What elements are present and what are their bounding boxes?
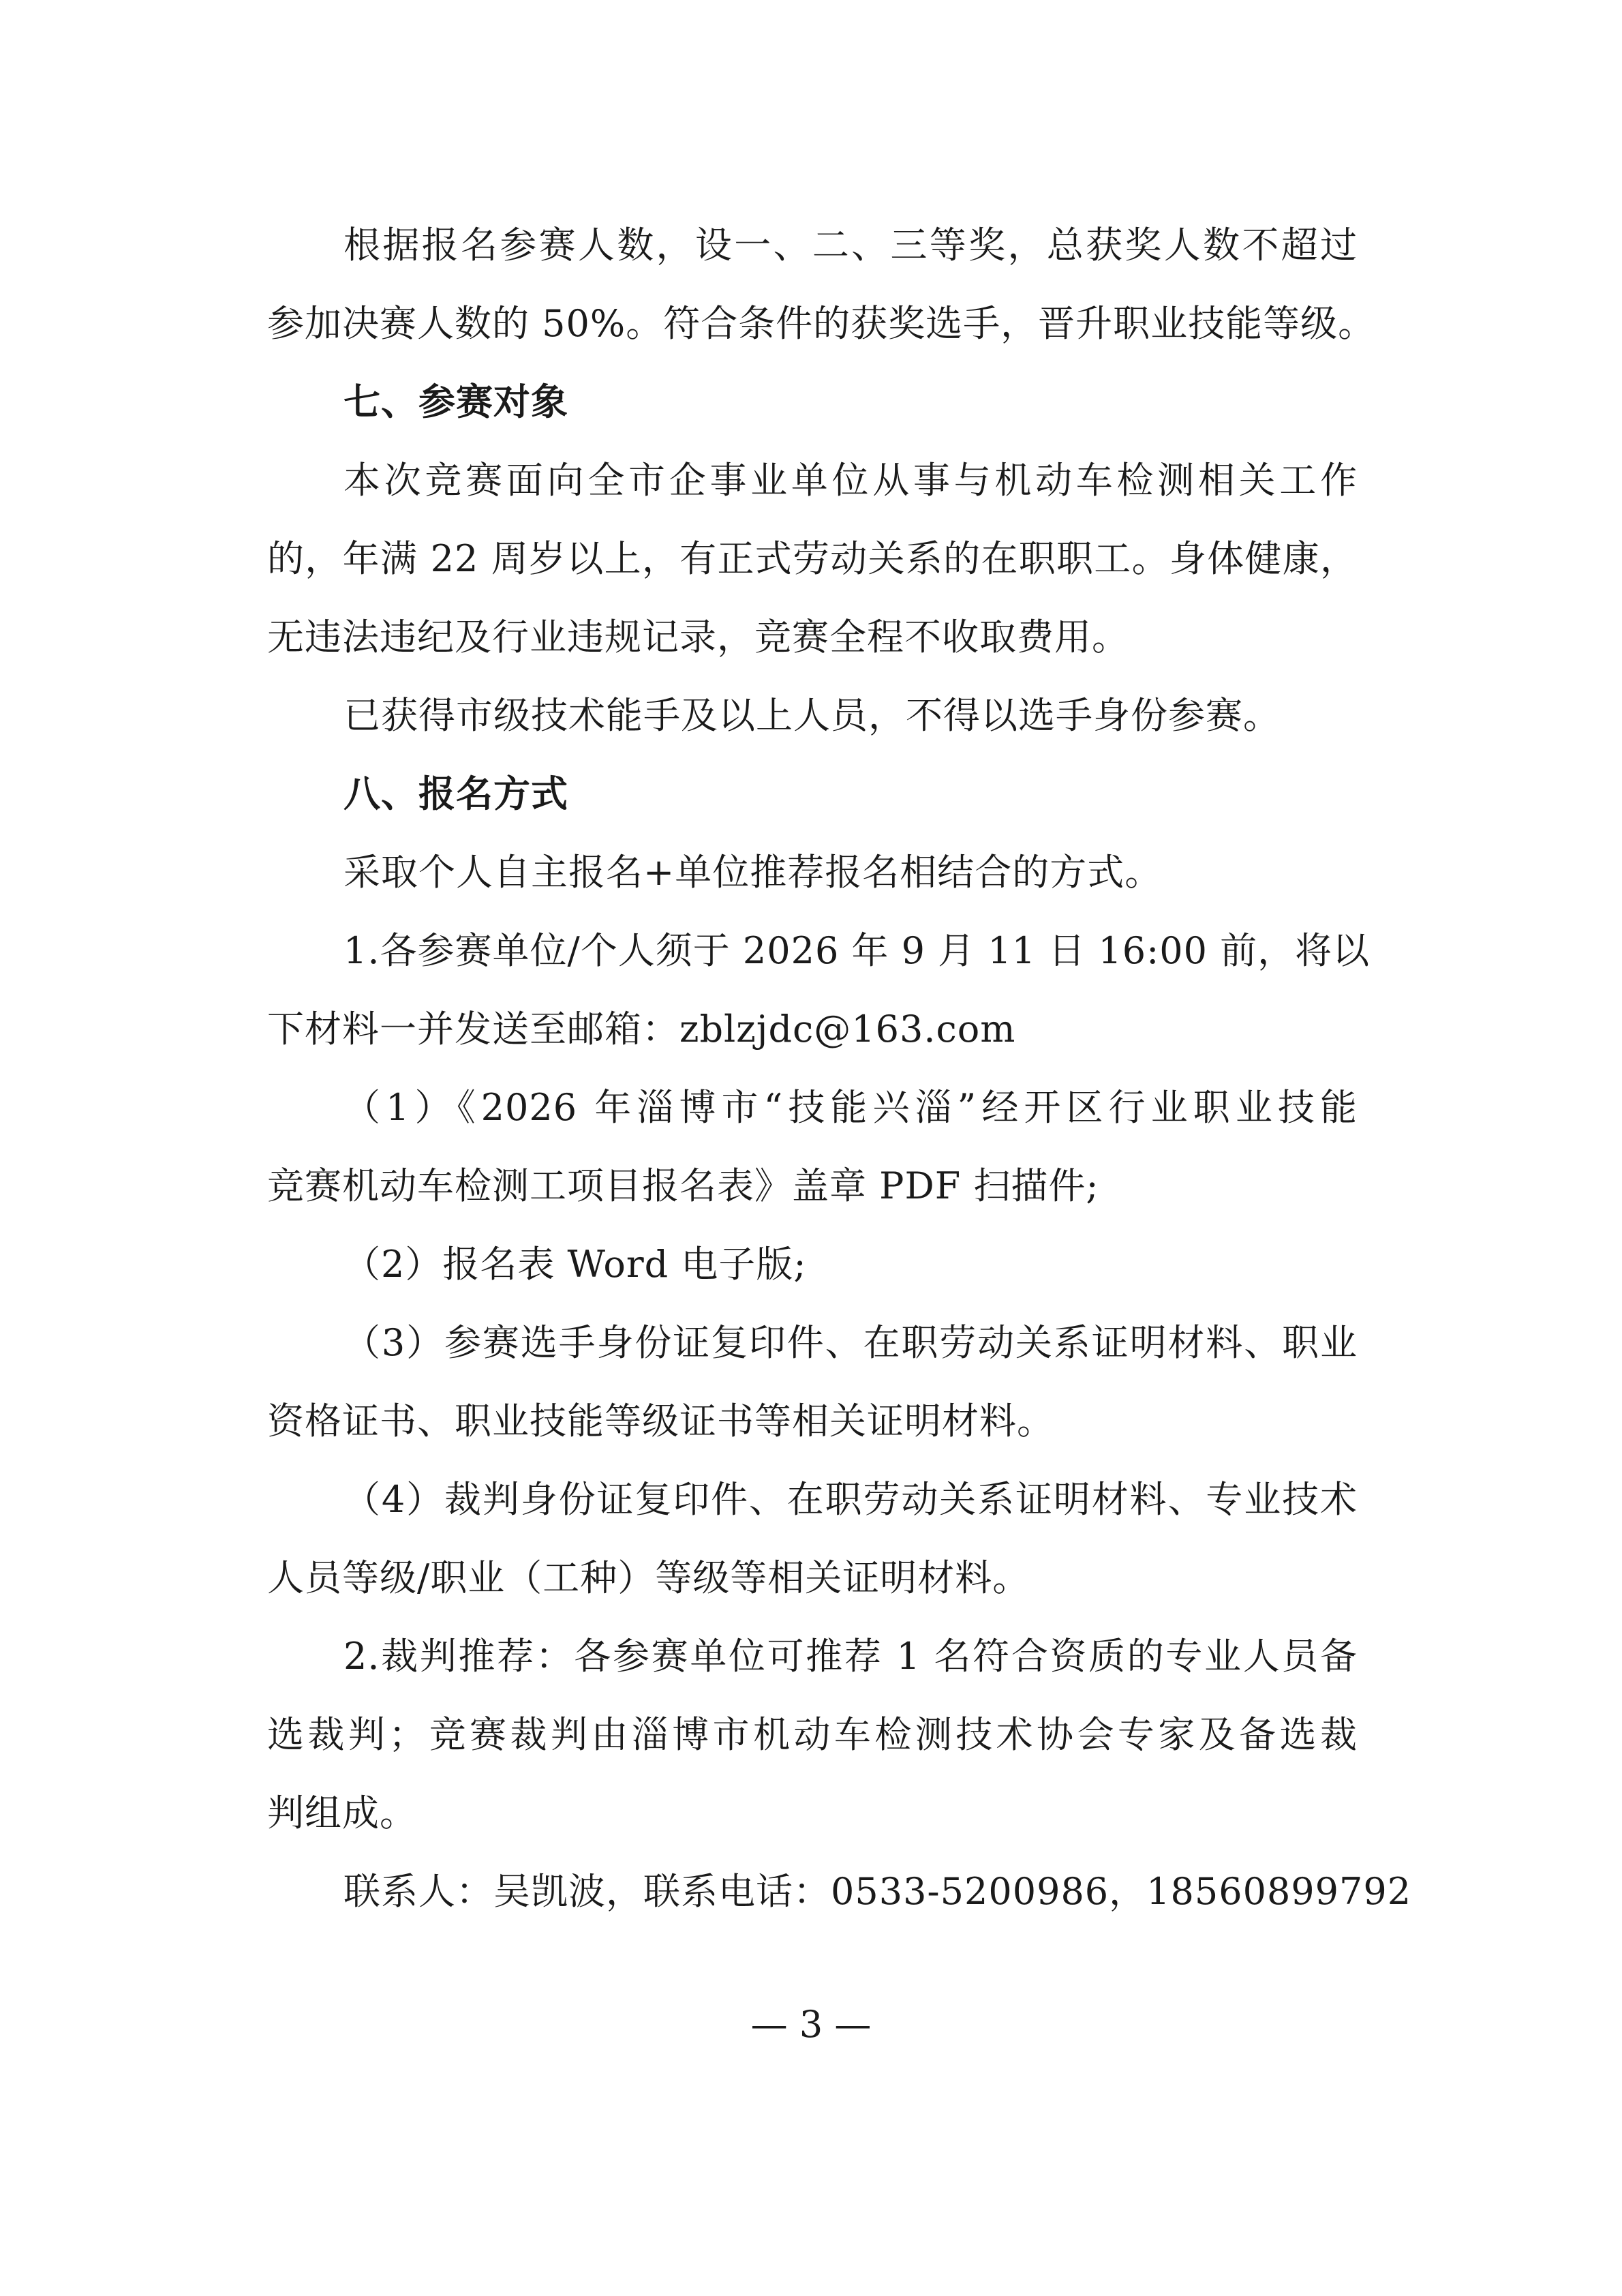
paragraph-line: 1.各参赛单位/个人须于 2026 年 9 月 11 日 16:00 前，将以 [343, 929, 1371, 972]
paragraph-line: 已获得市级技术能手及以上人员，不得以选手身份参赛。 [343, 694, 1281, 737]
paragraph-line: 本次竞赛面向全市企事业单位从事与机动车检测相关工作 [343, 459, 1358, 502]
list-item-3: （3）参赛选手身份证复印件、在职劳动关系证明材料、职业 [343, 1321, 1358, 1364]
paragraph-line: 无违法违纪及行业违规记录，竞赛全程不收取费用。 [267, 616, 1129, 659]
section-heading-participants: 七、参赛对象 [343, 380, 568, 423]
paragraph-line: 参加决赛人数的 50%。符合条件的获奖选手，晋升职业技能等级。 [267, 302, 1376, 345]
paragraph-line: 采取个人自主报名+单位推荐报名相结合的方式。 [343, 851, 1163, 894]
paragraph-line: 选裁判；竞赛裁判由淄博市机动车检测技术协会专家及备选裁 [267, 1713, 1358, 1756]
email-line: 下材料一并发送至邮箱：zblzjdc@163.com [267, 1008, 1016, 1051]
paragraph-line: 判组成。 [267, 1792, 417, 1834]
list-item-4-cont: 人员等级/职业（工种）等级等相关证明材料。 [267, 1556, 1030, 1599]
list-item-3-cont: 资格证书、职业技能等级证书等相关证明材料。 [267, 1400, 1054, 1442]
list-item-2: （2）报名表 Word 电子版; [343, 1243, 807, 1286]
paragraph-line: 2.裁判推荐：各参赛单位可推荐 1 名符合资质的专业人员备 [343, 1635, 1358, 1678]
list-item-1-cont: 竞赛机动车检测工项目报名表》盖章 PDF 扫描件; [267, 1164, 1099, 1207]
page-number: — 3 — [750, 2003, 872, 2046]
contact-line: 联系人：吴凯波，联系电话：0533-5200986，18560899792 [343, 1870, 1412, 1913]
section-heading-registration: 八、报名方式 [343, 772, 568, 815]
paragraph-line: 的，年满 22 周岁以上，有正式劳动关系的在职职工。身体健康， [267, 537, 1358, 580]
paragraph-line: 根据报名参赛人数，设一、二、三等奖，总获奖人数不超过 [343, 224, 1358, 267]
list-item-4: （4）裁判身份证复印件、在职劳动关系证明材料、专业技术 [343, 1478, 1358, 1521]
list-item-1: （1）《2026 年淄博市“技能兴淄”经开区行业职业技能 [343, 1086, 1358, 1129]
